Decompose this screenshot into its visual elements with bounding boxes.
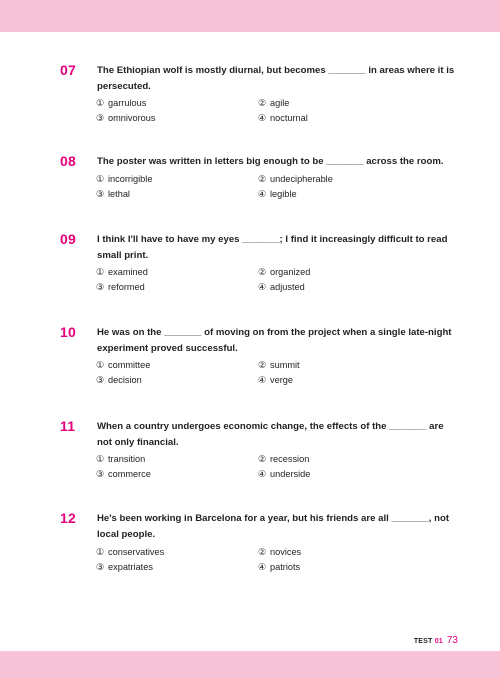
- option-text: commerce: [108, 469, 151, 479]
- question-number: 07: [60, 62, 76, 78]
- option-mark: ③: [96, 113, 105, 123]
- question-number: 10: [60, 324, 76, 340]
- option-mark: ④: [258, 469, 267, 479]
- option-mark: ①: [96, 267, 105, 277]
- question-number: 12: [60, 510, 76, 526]
- option-mark: ③: [96, 282, 105, 292]
- option-text: organized: [270, 267, 311, 277]
- question-stem: The Ethiopian wolf is mostly diurnal, but becomes _______ in areas where it is persecuted.: [97, 65, 455, 92]
- question-number: 09: [60, 231, 76, 247]
- option-1: [96, 359, 150, 371]
- option-mark: ④: [258, 113, 267, 123]
- option-2: [258, 266, 310, 278]
- option-text: nocturnal: [270, 113, 308, 123]
- option-2: [258, 546, 301, 558]
- option-text: expatriates: [108, 562, 153, 572]
- option-mark: ④: [258, 282, 267, 292]
- page-footer: [414, 630, 458, 648]
- option-3: [96, 374, 142, 386]
- option-mark: ②: [258, 360, 267, 370]
- option-4: [258, 468, 310, 480]
- option-text: conservatives: [108, 547, 165, 557]
- option-1: [96, 173, 152, 185]
- option-mark: ③: [96, 469, 105, 479]
- option-3: [96, 561, 153, 573]
- option-text: adjusted: [270, 282, 305, 292]
- option-text: summit: [270, 360, 300, 370]
- option-text: patriots: [270, 562, 301, 572]
- option-text: incorrigible: [108, 174, 153, 184]
- option-text: recession: [270, 454, 310, 464]
- option-mark: ①: [96, 547, 105, 557]
- top-pink-band: [0, 0, 500, 32]
- option-4: [258, 281, 305, 293]
- option-text: reformed: [108, 282, 145, 292]
- question-number: 08: [60, 153, 76, 169]
- option-2: [258, 173, 333, 185]
- question-number: 11: [60, 418, 76, 434]
- option-mark: ③: [96, 375, 105, 385]
- option-mark: ③: [96, 189, 105, 199]
- option-text: verge: [270, 375, 293, 385]
- option-text: committee: [108, 360, 151, 370]
- bottom-pink-band: [0, 651, 500, 678]
- option-2: [258, 359, 300, 371]
- option-mark: ②: [258, 98, 267, 108]
- question-stem: I think I'll have to have my eyes _______; I find it increasingly difficult to read small print.: [97, 234, 448, 261]
- option-2: [258, 97, 289, 109]
- option-3: [96, 188, 130, 200]
- question-stem: He was on the _______ of moving on from the project when a single late-night experiment proved successful.: [97, 327, 452, 354]
- question-stem: He's been working in Barcelona for a year, but his friends are all _______, not local people.: [97, 513, 450, 540]
- question-stem: When a country undergoes economic change, the effects of the _______ are not only financial.: [97, 421, 444, 448]
- option-mark: ②: [258, 174, 267, 184]
- option-mark: ②: [258, 547, 267, 557]
- option-text: examined: [108, 267, 148, 277]
- option-text: decision: [108, 375, 142, 385]
- option-text: omnivorous: [108, 113, 156, 123]
- option-4: [258, 112, 308, 124]
- option-2: [258, 453, 309, 465]
- option-1: [96, 546, 164, 558]
- test-number: 01: [434, 638, 443, 645]
- option-mark: ①: [96, 98, 105, 108]
- option-mark: ④: [258, 189, 267, 199]
- option-4: [258, 188, 297, 200]
- option-text: garrulous: [108, 98, 147, 108]
- test-label: [414, 638, 443, 645]
- test-label-text: TEST: [413, 638, 433, 645]
- option-1: [96, 266, 148, 278]
- option-text: novices: [270, 547, 302, 557]
- option-1: [96, 453, 145, 465]
- option-3: [96, 281, 145, 293]
- option-1: [96, 97, 146, 109]
- option-text: lethal: [108, 189, 130, 199]
- option-4: [258, 374, 293, 386]
- option-mark: ②: [258, 454, 267, 464]
- option-mark: ①: [96, 360, 105, 370]
- option-4: [258, 561, 300, 573]
- option-mark: ④: [258, 375, 267, 385]
- option-text: undecipherable: [270, 174, 333, 184]
- option-text: legible: [270, 189, 297, 199]
- option-mark: ①: [96, 454, 105, 464]
- option-text: underside: [270, 469, 311, 479]
- question-stem: The poster was written in letters big enough to be _______ across the room.: [97, 156, 444, 167]
- option-mark: ②: [258, 267, 267, 277]
- option-mark: ①: [96, 174, 105, 184]
- option-mark: ④: [258, 562, 267, 572]
- option-text: agile: [270, 98, 290, 108]
- page-number: 73: [446, 635, 458, 646]
- option-3: [96, 468, 151, 480]
- option-mark: ③: [96, 562, 105, 572]
- option-3: [96, 112, 156, 124]
- option-text: transition: [108, 454, 146, 464]
